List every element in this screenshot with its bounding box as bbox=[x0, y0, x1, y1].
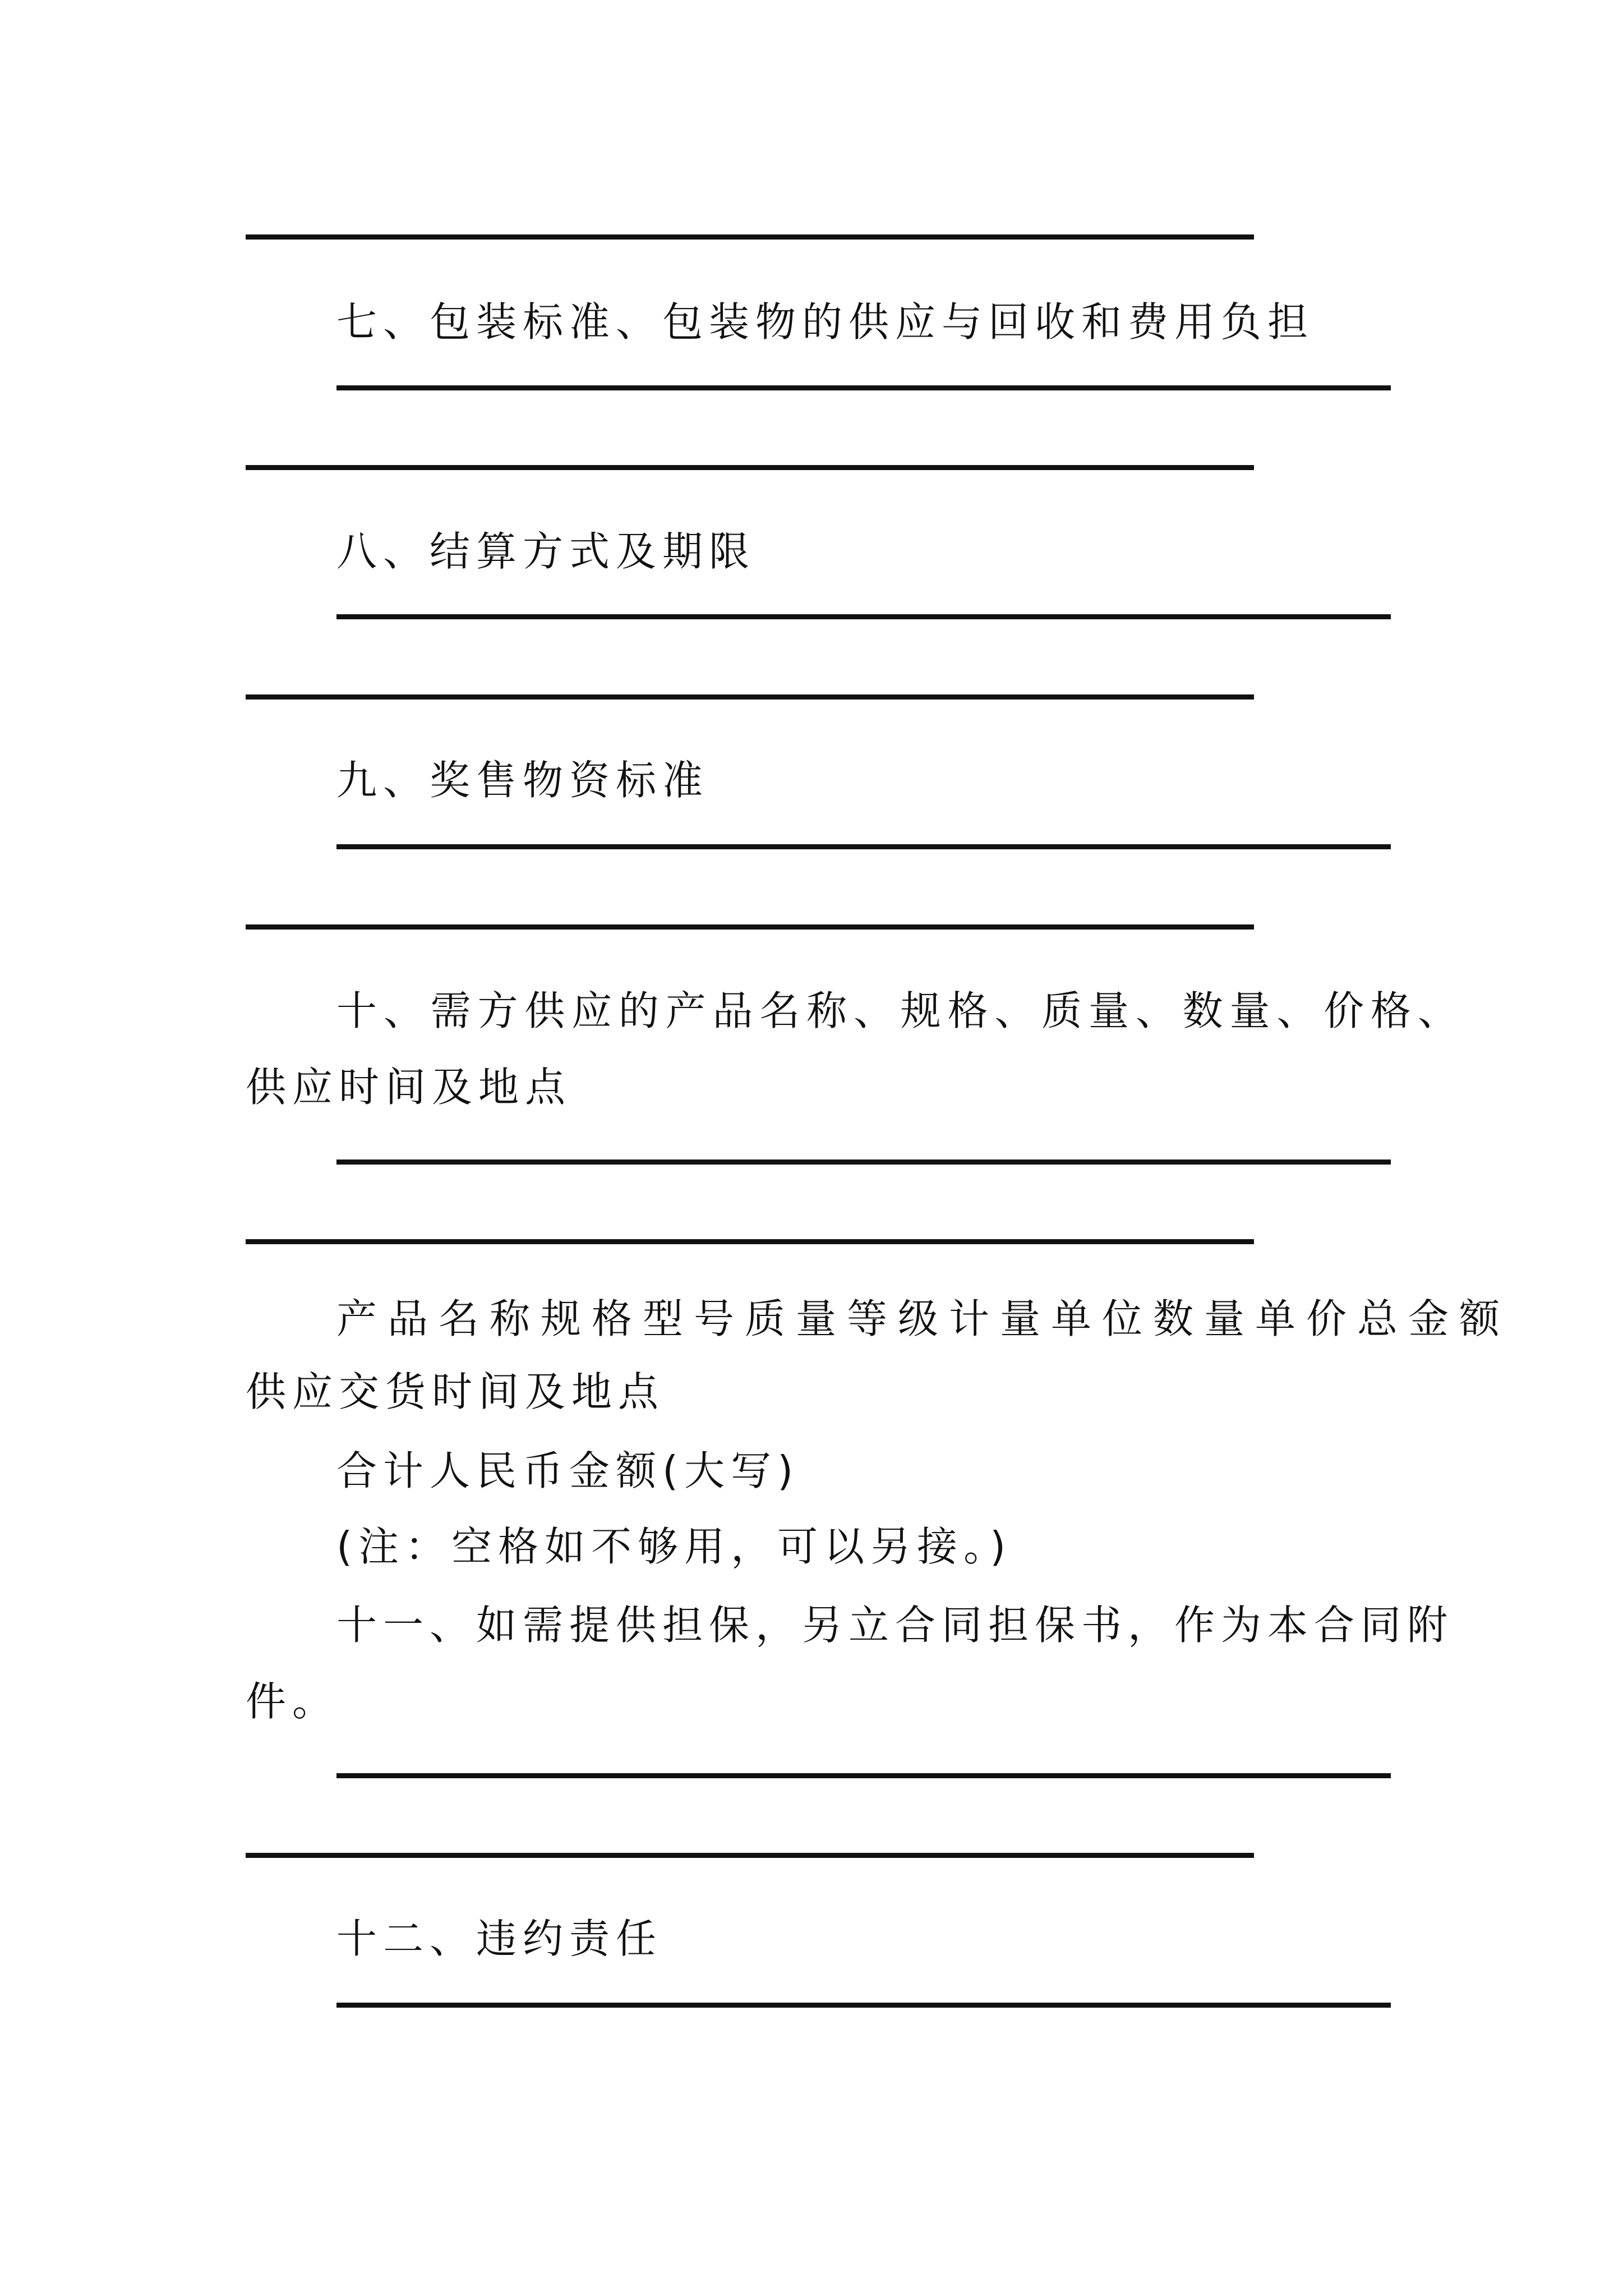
heading-char: 、 bbox=[994, 987, 1035, 1034]
section-12-heading: 十二、违约责任 bbox=[336, 1915, 663, 1962]
section-7-heading: 七、包装标准、包装物的供应与回收和费用负担 bbox=[336, 298, 1315, 346]
heading-char: 应 bbox=[571, 987, 612, 1034]
heading-char: 名 bbox=[759, 987, 800, 1034]
heading-char: 格 bbox=[947, 987, 988, 1034]
heading-char: 、 bbox=[1417, 987, 1458, 1034]
heading-char: 质 bbox=[1041, 987, 1082, 1034]
blank-fill-line bbox=[246, 234, 1254, 240]
heading-char: 的 bbox=[618, 987, 659, 1034]
heading-char: 产 bbox=[665, 987, 706, 1034]
heading-char: 十 bbox=[336, 987, 377, 1034]
heading-char: 、 bbox=[1276, 987, 1317, 1034]
heading-char: 、 bbox=[853, 987, 894, 1034]
heading-char: 量 bbox=[1089, 987, 1129, 1034]
section-11-text-continued: 件。 bbox=[246, 1678, 339, 1725]
section-11-text: 十一、如需提供担保，另立合同担保书，作为本合同附 bbox=[336, 1602, 1454, 1649]
heading-char: 、 bbox=[383, 987, 424, 1034]
section-10-heading bbox=[336, 972, 1458, 1050]
blank-fill-line bbox=[336, 1159, 1391, 1165]
heading-char: 方 bbox=[477, 987, 518, 1034]
heading-char: 需 bbox=[430, 987, 471, 1034]
heading-char: 价 bbox=[1324, 987, 1364, 1034]
heading-char: 数 bbox=[1182, 987, 1223, 1034]
heading-char: 称 bbox=[806, 987, 847, 1034]
blank-fill-line bbox=[246, 1239, 1254, 1244]
blank-fill-line bbox=[336, 2003, 1391, 2008]
product-columns-line-continued: 供应交货时间及地点 bbox=[246, 1368, 665, 1415]
blank-fill-line bbox=[336, 614, 1391, 619]
section-10-heading-continued: 供应时间及地点 bbox=[246, 1064, 572, 1111]
blank-fill-line bbox=[246, 924, 1254, 930]
heading-char: 供 bbox=[524, 987, 565, 1034]
blank-fill-line bbox=[246, 1853, 1254, 1858]
blank-fill-line bbox=[246, 465, 1254, 470]
section-8-heading: 八、结算方式及期限 bbox=[336, 528, 756, 575]
heading-char: 、 bbox=[1135, 987, 1176, 1034]
table-note: (注：空格如不够用，可以另接。) bbox=[336, 1523, 1012, 1570]
product-columns-line: 产品名称规格型号质量等级计量单位数量单价总金额 bbox=[336, 1295, 1511, 1342]
heading-char: 格 bbox=[1370, 987, 1411, 1034]
total-amount-label: 合计人民币金额(大写) bbox=[336, 1447, 800, 1494]
blank-fill-line bbox=[246, 694, 1254, 700]
blank-fill-line bbox=[336, 385, 1391, 390]
section-9-heading: 九、奖售物资标准 bbox=[336, 757, 709, 804]
heading-char: 品 bbox=[712, 987, 753, 1034]
heading-char: 量 bbox=[1229, 987, 1270, 1034]
blank-fill-line bbox=[336, 1773, 1391, 1778]
blank-fill-line bbox=[336, 844, 1391, 849]
heading-char: 规 bbox=[900, 987, 941, 1034]
